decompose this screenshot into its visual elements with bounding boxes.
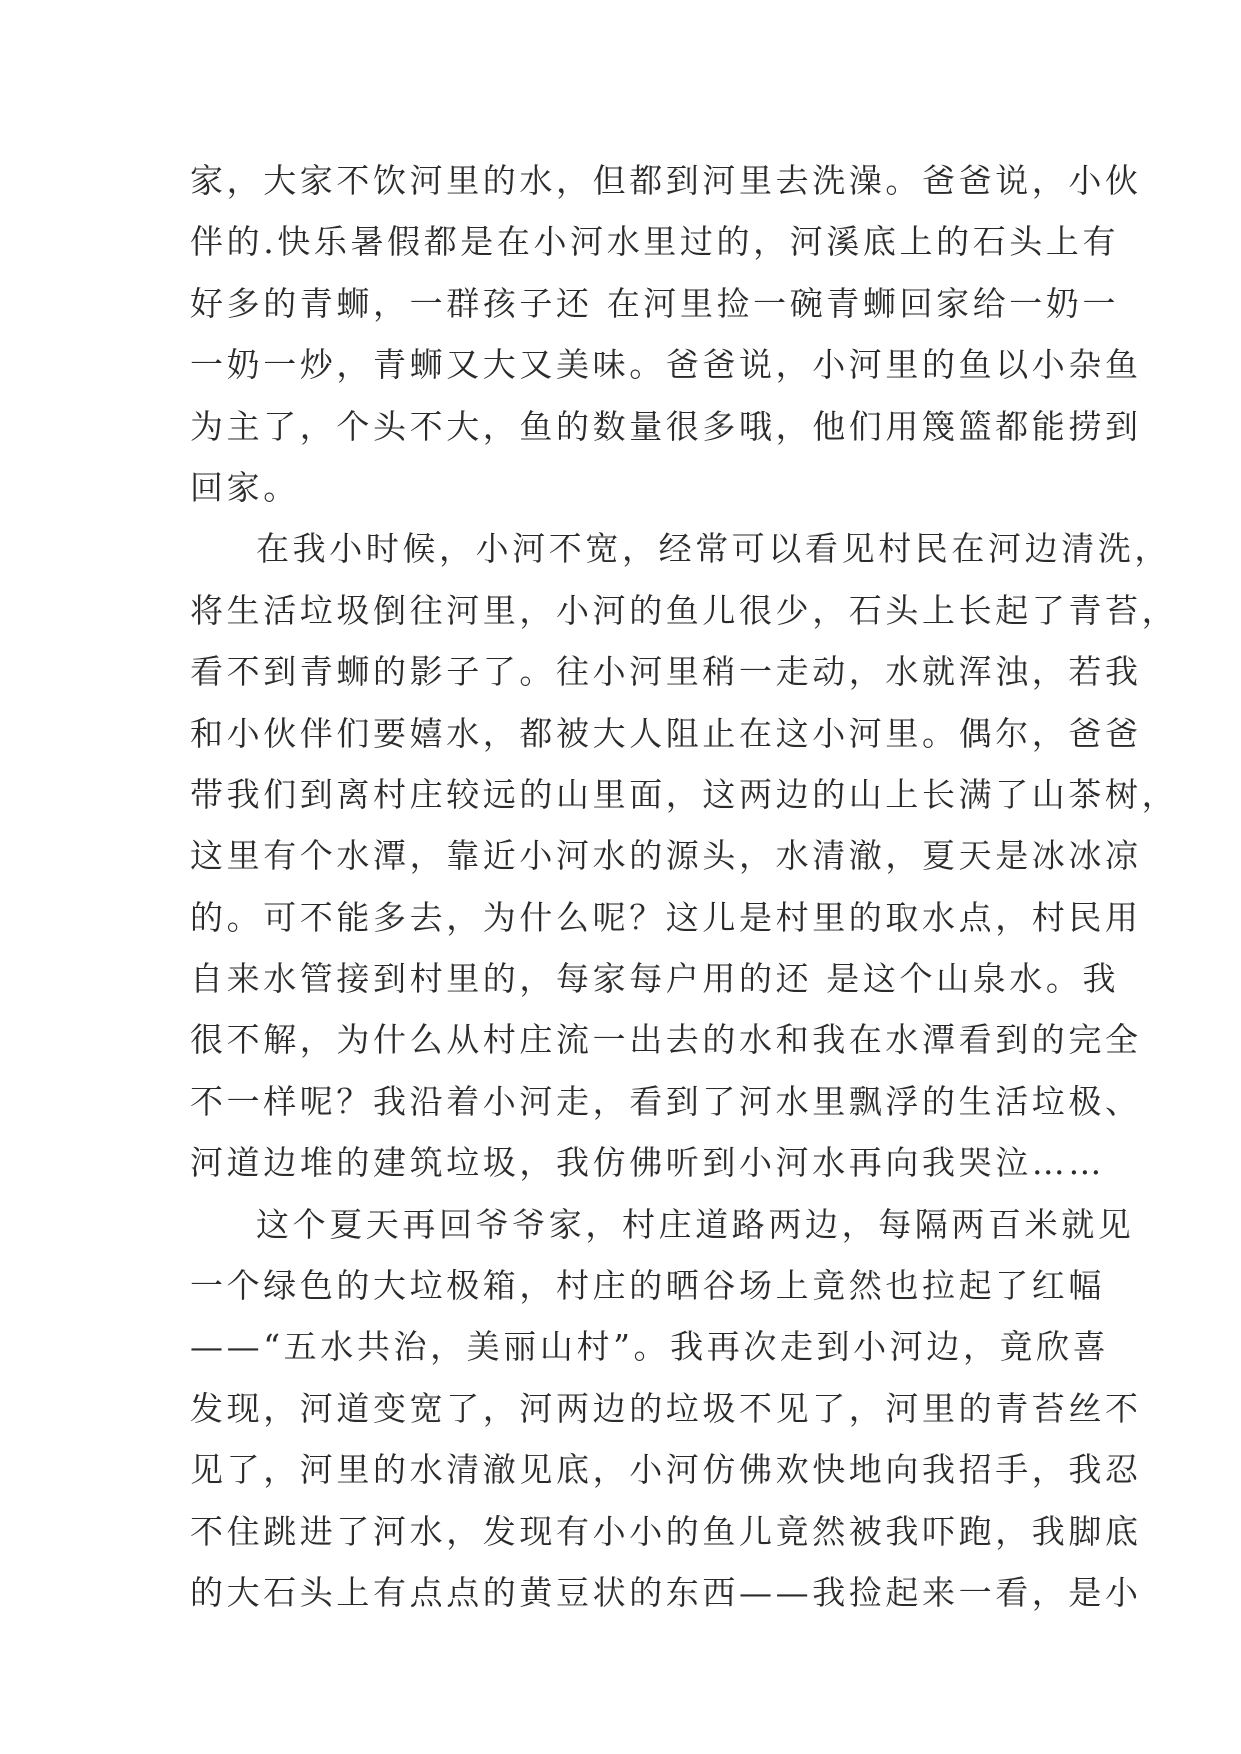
text-line: 将生活垃圾倒往河里，小河的鱼儿很少，石头上长起了青苔， [190, 590, 1179, 630]
text-line: 见了，河里的水清澈见底，小河仿佛欢快地向我招手，我忍 [190, 1450, 1142, 1490]
text-line: 伴的.快乐暑假都是在小河水里过的，河溪底上的石头上有 [190, 222, 1120, 262]
text-line: 的。可不能多去，为什么呢？这儿是村里的取水点，村民用 [190, 897, 1142, 937]
text-line: 不住跳进了河水，发现有小小的鱼儿竟然被我吓跑，我脚底 [190, 1511, 1142, 1551]
text-line: ——“五水共治，美丽山村”。我再次走到小河边，竟欣喜 [190, 1327, 1110, 1367]
text-line: 一个绿色的大垃极箱，村庄的晒谷场上竟然也拉起了红幅 [190, 1266, 1105, 1306]
text-line: 的大石头上有点点的黄豆状的东西——我捡起来一看，是小 [190, 1572, 1142, 1612]
text-line: 很不解，为什么从村庄流一出去的水和我在水潭看到的完全 [190, 1020, 1142, 1060]
text-line: 看不到青蛳的影子了。往小河里稍一走动，水就浑浊，若我 [190, 652, 1142, 692]
paragraph-first-line: 在我小时候，小河不宽，经常可以看见村民在河边清洗， [256, 529, 1171, 569]
text-line: 带我们到离村庄较远的山里面，这两边的山上长满了山茶树， [190, 774, 1179, 814]
text-line: 家，大家不饮河里的水，但都到河里去洗澡。爸爸说，小伙 [190, 161, 1142, 200]
text-line: 为主了，个头不大，鱼的数量很多哦，他们用篾篮都能捞到 [190, 406, 1142, 446]
text-line: 河道边堆的建筑垃圾，我仿佛听到小河水再向我哭泣…… [190, 1143, 1105, 1183]
paragraph-first-line: 这个夏天再回爷爷家，村庄道路两边，每隔两百米就见 [256, 1204, 1135, 1244]
text-line: 和小伙伴们要嬉水，都被大人阻止在这小河里。偶尔，爸爸 [190, 713, 1142, 753]
text-line: 不一样呢？我沿着小河走，看到了河水里飘浮的生活垃极、 [190, 1081, 1142, 1121]
text-line: 一奶一炒，青蛳又大又美味。爸爸说，小河里的鱼以小杂鱼 [190, 345, 1142, 385]
text-line: 发现，河道变宽了，河两边的垃圾不见了，河里的青苔丝不 [190, 1388, 1142, 1428]
text-line: 好多的青蛳，一群孩子还 在河里捡一碗青蛳回家给一奶一 [190, 283, 1120, 323]
text-line: 这里有个水潭，靠近小河水的源头，水清澈，夏天是冰冰凉 [190, 836, 1142, 876]
body-text [190, 150, 1179, 1623]
text-line: 回家。 [190, 467, 300, 507]
text-line: 自来水管接到村里的，每家每户用的还 是这个山泉水。我 [190, 959, 1120, 999]
